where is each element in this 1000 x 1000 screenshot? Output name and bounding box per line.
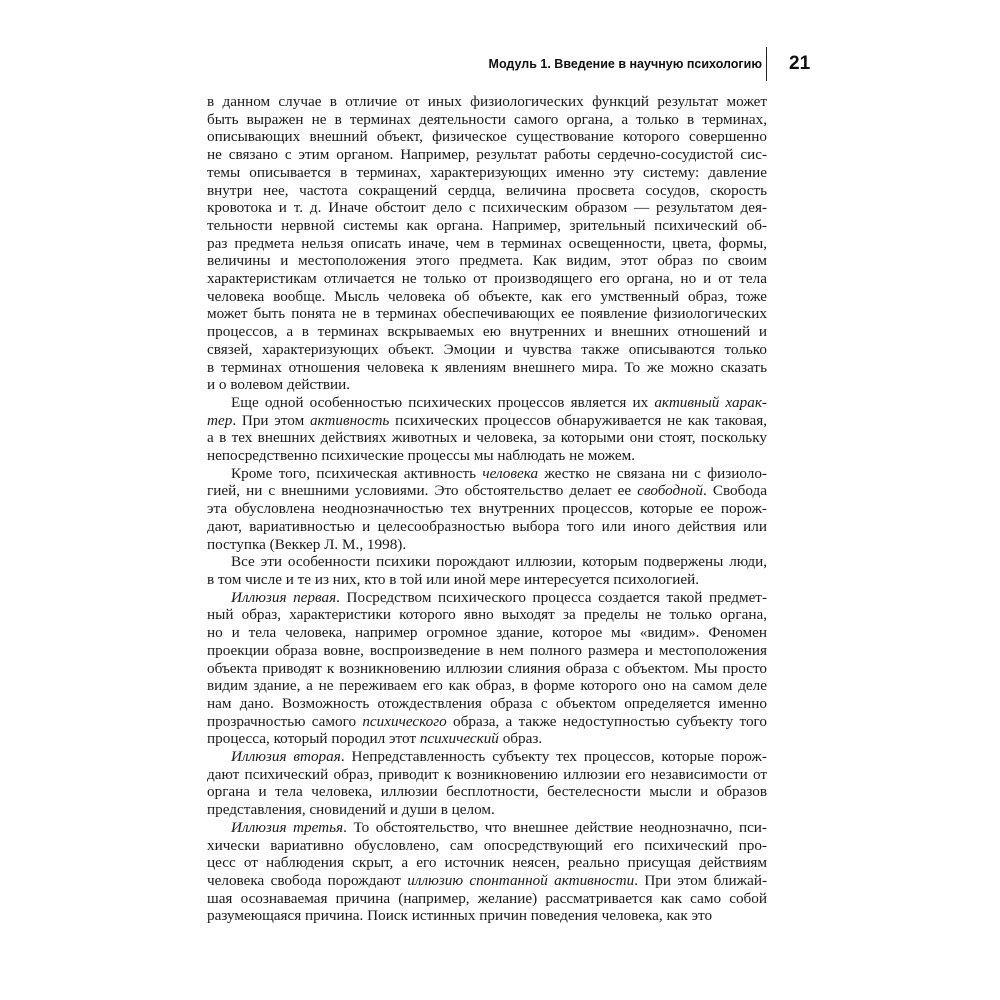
page-number: 21 (789, 53, 811, 74)
text-segment: человека вообще. Мысль человека об объекте, как его умственный образ, тоже (207, 287, 767, 305)
text-segment: хически вариативно обусловлено, сам опосредствующий его психический про- (207, 836, 767, 854)
text-segment: описывающих внешний объект, физическое существование которого совершенно (207, 128, 767, 146)
paragraph (207, 748, 767, 819)
text-line (207, 305, 767, 323)
text-segment: внутри нее, частота сокращений сердца, величина просвета сосудов, скорость (207, 181, 767, 199)
text-line (207, 447, 767, 465)
text-line (207, 642, 767, 660)
text-segment: быть выражен не в терминах деятельности самого органа, а только в терминах, (207, 110, 767, 128)
text-line (207, 571, 767, 589)
text-line (207, 518, 767, 536)
italic-text: свободной (637, 482, 703, 500)
italic-text: человека (482, 464, 539, 482)
text-line (207, 465, 767, 483)
text-segment: Еще одной особенностью психических процессов является их (231, 393, 655, 411)
text-line (207, 146, 767, 164)
text-line (207, 713, 767, 731)
text-line (207, 182, 767, 200)
text-segment: не связано с этим органом. Например, результат работы сердечно-сосудистой сис- (207, 146, 767, 164)
text-segment: прозрачностью самого (207, 712, 363, 730)
text-line (207, 500, 767, 518)
italic-text: активный харак- (654, 393, 767, 411)
text-line (207, 323, 767, 341)
text-segment: дают психический образ, приводит к возникновению иллюзии его независимости от (207, 765, 767, 783)
paragraph (207, 394, 767, 465)
text-segment: . При этом (232, 411, 310, 429)
italic-text: Иллюзия вторая (231, 748, 341, 766)
text-line (207, 93, 767, 111)
text-line (207, 677, 767, 695)
italic-text: Иллюзия третья (231, 818, 344, 836)
text-line (207, 252, 767, 270)
text-segment: образ. (498, 730, 543, 748)
text-line (207, 288, 767, 306)
body-text (207, 93, 767, 925)
text-segment: в данном случае в отличие от иных физиологических функций результат может (207, 93, 767, 110)
text-segment: поступка (Веккер Л. М., 1998). (207, 535, 407, 553)
text-segment: величины и местоположения этого предмета. Как видим, этот образ по своим (207, 252, 767, 270)
text-segment: . Свобода (702, 482, 767, 500)
text-line (207, 217, 767, 235)
text-line (207, 128, 767, 146)
text-line (207, 730, 767, 748)
text-segment: темы описывается в терминах, характеризующих именно эту систему: давление (207, 163, 767, 181)
text-line (207, 341, 767, 359)
text-line (207, 872, 767, 890)
paragraph (207, 819, 767, 925)
text-segment: проекции образа вовне, воспроизведение в нем полного размера и местоположения (207, 641, 767, 659)
text-segment: гией, ни с внешними условиями. Это обстоятельство делает ее (207, 482, 638, 500)
text-line (207, 695, 767, 713)
text-segment: процессов, а в терминах вскрываемых ею внутренних и внешних отношений и (207, 323, 767, 341)
text-line (207, 199, 767, 217)
text-segment: в том числе и те из них, кто в той или иной мере интересуется психологией. (207, 570, 699, 588)
italic-text: психический (419, 730, 499, 748)
text-line (207, 837, 767, 855)
text-segment: может быть понята не в терминах обеспечивающих ее появление физиологических (207, 305, 767, 323)
text-line (207, 783, 767, 801)
text-line (207, 482, 767, 500)
italic-text: психического (362, 712, 447, 730)
text-segment: шая осознаваемая причина (например, желание) рассматривается как само собой (207, 889, 767, 907)
text-segment: человека свобода порождают (207, 871, 408, 889)
paragraph (207, 589, 767, 748)
text-segment: . Посредством психического процесса создается такой предмет- (336, 588, 767, 606)
text-segment: психических процессов обнаруживается не как таковая, (389, 411, 767, 429)
page-header (0, 0, 1000, 90)
text-segment: процесса, который породил этот (207, 730, 420, 748)
text-segment: разумеющаяся причина. Поиск истинных причин поведения человека, как это (207, 907, 713, 925)
text-segment: и о волевом действии. (207, 376, 351, 394)
text-line (207, 907, 767, 925)
paragraph (207, 553, 767, 588)
text-line (207, 660, 767, 678)
text-line (207, 111, 767, 129)
text-line (207, 376, 767, 394)
text-line (207, 270, 767, 288)
paragraph (207, 465, 767, 554)
text-line (207, 553, 767, 571)
text-segment: цесс от наблюдения скрыт, а его источник неясен, реально присущая действиям (207, 854, 767, 872)
text-line (207, 819, 767, 837)
text-segment: Все эти особенности психики порождают иллюзии, которым подвержены люди, (231, 553, 767, 571)
text-segment: образа, а также недоступностью субъекту того (446, 712, 767, 730)
italic-text: иллюзию спонтанной активности (407, 871, 635, 889)
text-segment: . Непредставленность субъекту тех процессов, которые порож- (340, 748, 767, 766)
text-line (207, 429, 767, 447)
text-segment: но и тела человека, например огромное здание, которое мы «видим». Феномен (207, 624, 767, 642)
text-segment: кровотока и т. д. Иначе обстоит дело с психическим образом — результатом дея- (207, 199, 767, 217)
text-segment: представления, сновидений и души в целом. (207, 801, 495, 819)
text-segment: . То обстоятельство, что внешнее действие неоднозначно, пси- (343, 818, 767, 836)
text-segment: эта обусловлена неоднозначностью тех внутренних процессов, которые ее порож- (207, 500, 767, 518)
italic-text: активность (309, 411, 390, 429)
text-segment: видим здание, а не переживаем его как образ, в форме которого оно на самом деле (207, 677, 767, 695)
text-segment: ный образ, характеристики которого явно выходят за пределы не только органа, (207, 606, 767, 624)
text-segment: тельности нервной системы как органа. Например, зрительный психический об- (207, 216, 767, 234)
text-segment: объекта приводят к возникновению иллюзии слияния образа с объектом. Мы просто (207, 659, 767, 677)
text-segment: . При этом ближай- (634, 871, 767, 889)
text-line (207, 359, 767, 377)
text-line (207, 412, 767, 430)
text-segment: характеристикам отличается не только от производящего его органа, но и от тела (207, 270, 767, 288)
text-segment: раз предмета нельзя описать иначе, чем в терминах освещенности, цвета, формы, (207, 234, 767, 252)
text-line (207, 164, 767, 182)
paragraph (207, 93, 767, 394)
running-title: Модуль 1. Введение в научную психологию (488, 57, 762, 71)
italic-text: тер (207, 411, 233, 429)
text-segment: в терминах отношения человека к явлениям внешнего мира. То же можно сказать (207, 358, 767, 376)
text-line (207, 589, 767, 607)
text-line (207, 394, 767, 412)
text-line (207, 235, 767, 253)
text-line (207, 748, 767, 766)
text-line (207, 536, 767, 554)
text-line (207, 890, 767, 908)
text-line (207, 801, 767, 819)
text-line (207, 606, 767, 624)
text-segment: органа и тела человека, иллюзии бесплотности, бестелесности мысли и образов (207, 783, 767, 801)
text-segment: дают, вариативностью и целесообразностью выбора того или иного действия или (207, 517, 767, 535)
text-segment: непосредственно психические процессы мы наблюдать не можем. (207, 447, 636, 465)
text-segment: связей, характеризующих объект. Эмоции и чувства также описываются только (207, 340, 767, 358)
text-line (207, 624, 767, 642)
text-segment: нам дано. Возможность отождествления образа с объектом определяется именно (207, 694, 767, 712)
italic-text: Иллюзия первая (231, 588, 337, 606)
header-divider (766, 47, 767, 81)
text-line (207, 766, 767, 784)
text-line (207, 854, 767, 872)
text-segment: а в тех внешних действиях животных и человека, за которыми они стоят, поскольку (207, 429, 767, 447)
text-segment: Кроме того, психическая активность (231, 464, 483, 482)
text-segment: жестко не связана ни с физиоло- (538, 464, 767, 482)
